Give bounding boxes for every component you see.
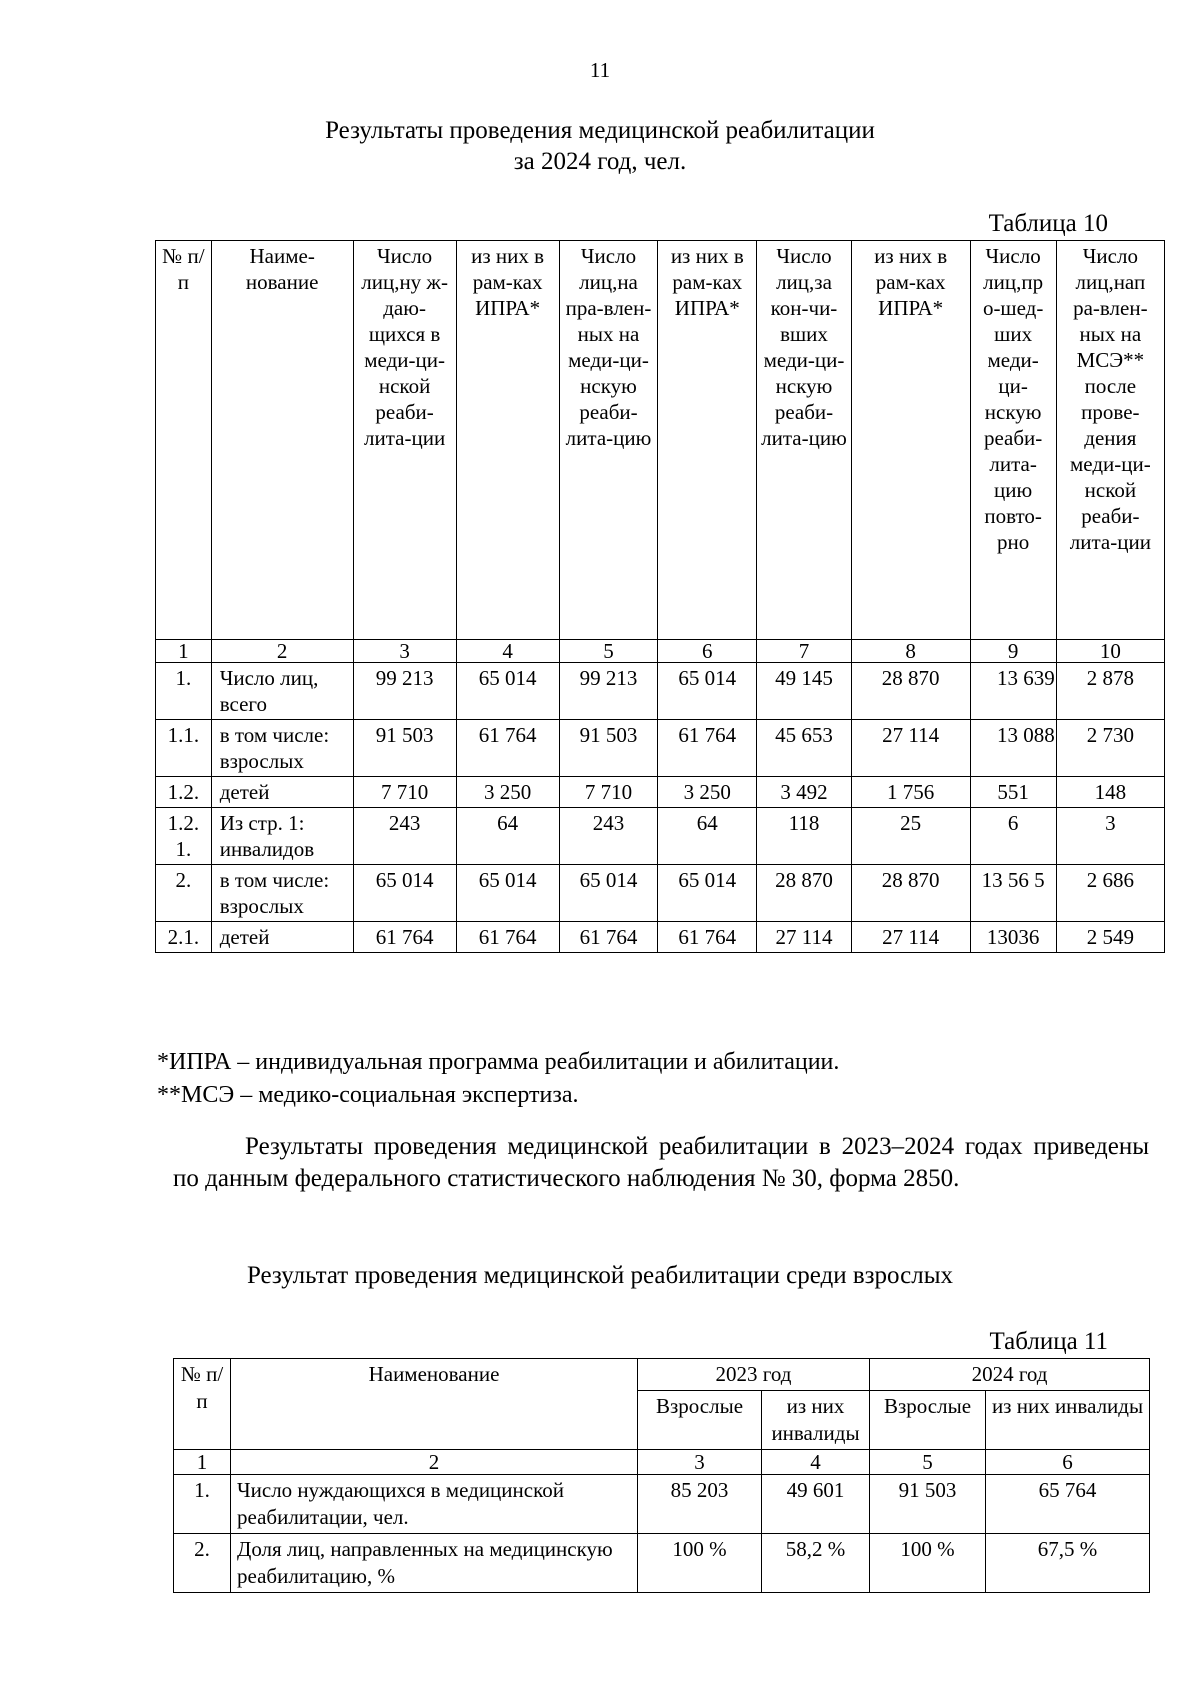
table-row [174, 1534, 1150, 1593]
table-11-header-row [174, 1359, 1150, 1391]
table-cell: 61 764 [456, 720, 559, 777]
header-cell: № п/п [174, 1359, 231, 1450]
table-cell: 13036 [970, 922, 1056, 953]
table-cell: 100 % [638, 1534, 762, 1593]
row-name: детей [211, 922, 353, 953]
header-cell: Взрослые [638, 1391, 762, 1450]
row-number: 1. [156, 663, 212, 720]
table-cell: 3 250 [658, 777, 757, 808]
body-paragraph: Результаты проведения медицинской реабилитации в 2023–2024 годах приведены по данным федерального статистического наблюдения № 30, форма 2850. [173, 1133, 1149, 1192]
table-cell: 99 213 [353, 663, 456, 720]
table-cell: 49 601 [762, 1475, 870, 1534]
row-number: 2. [174, 1534, 231, 1593]
table-row [156, 663, 1165, 720]
table-cell: 13 56 5 [970, 865, 1056, 922]
row-number: 1. [174, 1475, 231, 1534]
table-cell: 65 014 [353, 865, 456, 922]
table-10 [155, 240, 1165, 953]
table-cell: 3 [1056, 808, 1164, 865]
table-cell: 27 114 [851, 922, 970, 953]
table-cell: 148 [1056, 777, 1164, 808]
table-10-caption: Таблица 10 [988, 210, 1108, 237]
table-cell: 13 639 [970, 663, 1056, 720]
header-cell-2023: 2023 год [638, 1359, 870, 1391]
table-row [156, 777, 1165, 808]
column-number: 7 [757, 640, 852, 663]
table-cell: 100 % [870, 1534, 986, 1593]
table-cell: 27 114 [851, 720, 970, 777]
table-cell: 61 764 [353, 922, 456, 953]
row-name: Число лиц, всего [211, 663, 353, 720]
row-name: Из стр. 1: инвалидов [211, 808, 353, 865]
header-cell: из них инвалиды [986, 1391, 1150, 1450]
column-number: 8 [851, 640, 970, 663]
table-cell: 65 014 [559, 865, 658, 922]
header-cell: из них инвалиды [762, 1391, 870, 1450]
column-number: 2 [231, 1450, 638, 1475]
header-cell: из них в рам-ках ИПРА* [456, 241, 559, 640]
header-cell: Взрослые [870, 1391, 986, 1450]
table-row [156, 720, 1165, 777]
table-cell: 2 730 [1056, 720, 1164, 777]
table-cell: 85 203 [638, 1475, 762, 1534]
table-cell: 61 764 [658, 922, 757, 953]
row-name: детей [211, 777, 353, 808]
page-number: 11 [589, 58, 611, 82]
table-cell: 1 756 [851, 777, 970, 808]
table-cell: 64 [456, 808, 559, 865]
column-number: 9 [970, 640, 1056, 663]
header-cell: Число лиц,за кон-чи-вших меди-ци-нскую реаби-лита-цию [757, 241, 852, 640]
column-number: 4 [762, 1450, 870, 1475]
table-cell: 99 213 [559, 663, 658, 720]
table-cell: 65 764 [986, 1475, 1150, 1534]
table-row [174, 1475, 1150, 1534]
table-cell: 13 088 [970, 720, 1056, 777]
table-cell: 243 [559, 808, 658, 865]
table-cell: 7 710 [353, 777, 456, 808]
column-number: 2 [211, 640, 353, 663]
table-cell: 65 014 [658, 663, 757, 720]
table-cell: 28 870 [757, 865, 852, 922]
table-cell: 2 549 [1056, 922, 1164, 953]
table-cell: 61 764 [559, 922, 658, 953]
table-cell: 6 [970, 808, 1056, 865]
table-cell: 65 014 [658, 865, 757, 922]
table-cell: 67,5 % [986, 1534, 1150, 1593]
header-cell: Число лиц,на пра-влен-ных на меди-ци-нскую реаби-лита-цию [559, 241, 658, 640]
table-cell: 61 764 [658, 720, 757, 777]
table-11 [173, 1358, 1150, 1593]
column-number: 6 [658, 640, 757, 663]
table-cell: 91 503 [559, 720, 658, 777]
column-number: 6 [986, 1450, 1150, 1475]
header-cell: Число лиц,ну ж-даю-щихся в меди-ци-нской реаби-лита-ции [353, 241, 456, 640]
table-cell: 65 014 [456, 865, 559, 922]
footnote-ipra: *ИПРА – индивидуальная программа реабилитации и абилитации. [157, 1049, 840, 1075]
table-cell: 2 686 [1056, 865, 1164, 922]
table-cell: 65 014 [456, 663, 559, 720]
row-name: Доля лиц, направленных на медицинскую реабилитацию, % [231, 1534, 638, 1593]
header-cell: № п/п [156, 241, 212, 640]
footnotes [157, 1046, 839, 1112]
table-cell: 64 [658, 808, 757, 865]
page-title [0, 115, 1200, 177]
header-cell: Наиме-нование [211, 241, 353, 640]
table-cell: 7 710 [559, 777, 658, 808]
table-cell: 58,2 % [762, 1534, 870, 1593]
row-name: в том числе: взрослых [211, 720, 353, 777]
column-number: 1 [174, 1450, 231, 1475]
header-cell: Число лиц,пр о-шед-ших меди-ци-нскую реаби-лита-цию повто-рно [970, 241, 1056, 640]
header-cell: из них в рам-ках ИПРА* [658, 241, 757, 640]
header-cell-2024: 2024 год [870, 1359, 1150, 1391]
row-number: 1.1. [156, 720, 212, 777]
column-number: 3 [353, 640, 456, 663]
footnote-mse: **МСЭ – медико-социальная экспертиза. [157, 1082, 579, 1108]
table-cell: 2 878 [1056, 663, 1164, 720]
table-11-caption: Таблица 11 [989, 1328, 1108, 1355]
row-number: 1.2. 1. [156, 808, 212, 865]
row-number: 2.1. [156, 922, 212, 953]
table-cell: 28 870 [851, 663, 970, 720]
row-number: 1.2. [156, 777, 212, 808]
table-row [156, 808, 1165, 865]
header-cell: из них в рам-ках ИПРА* [851, 241, 970, 640]
title-line-1: Результаты проведения медицинской реабилитации [325, 117, 875, 144]
title-line-2: за 2024 год, чел. [513, 148, 687, 175]
table-10-header-row [156, 241, 1165, 640]
table-row [156, 865, 1165, 922]
table-cell: 28 870 [851, 865, 970, 922]
column-number: 5 [870, 1450, 986, 1475]
table-row [156, 922, 1165, 953]
column-number: 5 [559, 640, 658, 663]
column-number: 4 [456, 640, 559, 663]
table-cell: 3 492 [757, 777, 852, 808]
row-name: в том числе: взрослых [211, 865, 353, 922]
table-cell: 49 145 [757, 663, 852, 720]
header-cell: Число лиц,нап ра-влен-ных на МСЭ** после прове-дения меди-ци-нской реаби-лита-ции [1056, 241, 1164, 640]
table-cell: 45 653 [757, 720, 852, 777]
row-number: 2. [156, 865, 212, 922]
table-cell: 118 [757, 808, 852, 865]
header-cell: Наименование [231, 1359, 638, 1450]
table-10-column-numbers [156, 640, 1165, 663]
table-cell: 243 [353, 808, 456, 865]
column-number: 3 [638, 1450, 762, 1475]
table-cell: 91 503 [353, 720, 456, 777]
table-cell: 27 114 [757, 922, 852, 953]
row-name: Число нуждающихся в медицинской реабилитации, чел. [231, 1475, 638, 1534]
table-cell: 91 503 [870, 1475, 986, 1534]
table-cell: 3 250 [456, 777, 559, 808]
section-subtitle: Результат проведения медицинской реабилитации среди взрослых [246, 1262, 954, 1289]
table-11-column-numbers [174, 1450, 1150, 1475]
column-number: 10 [1056, 640, 1164, 663]
table-cell: 25 [851, 808, 970, 865]
table-cell: 61 764 [456, 922, 559, 953]
table-cell: 551 [970, 777, 1056, 808]
column-number: 1 [156, 640, 212, 663]
